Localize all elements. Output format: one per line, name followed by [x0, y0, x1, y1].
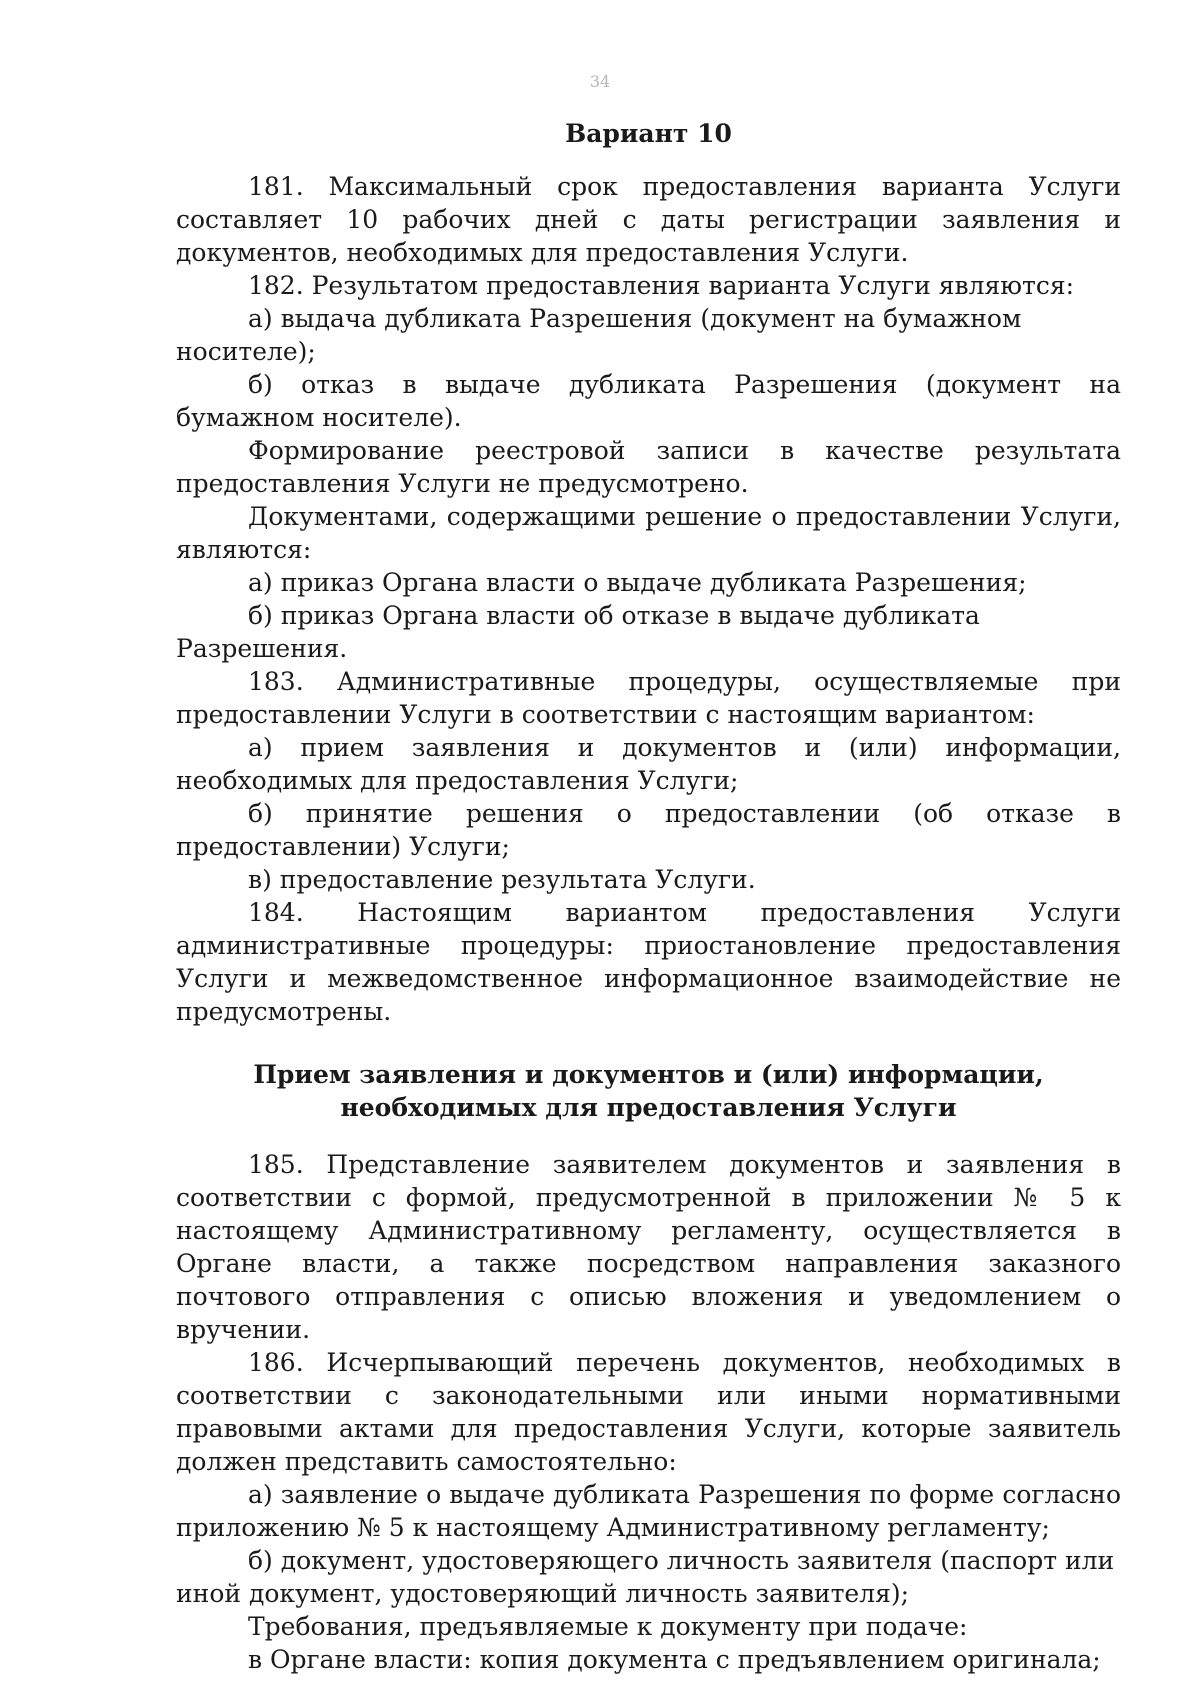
variant-title: Вариант 10 [565, 119, 732, 148]
list-item-decision-b: б) приказ Органа власти об отказе в выдаче дубликата Разрешения. [176, 601, 980, 663]
list-item-182b: б) отказ в выдаче дубликата Разрешения (документ на бумажном носителе). [176, 370, 1121, 432]
paragraph-181: 181. Максимальный срок предоставления варианта Услуги составляет 10 рабочих дней с даты регистрации заявления и документов, необходимых для предоставления Услуги. [176, 172, 1121, 267]
list-item-182a: а) выдача дубликата Разрешения (документ на бумажном носителе); [176, 304, 1022, 366]
list-item-183c: в) предоставление результата Услуги. [248, 865, 756, 894]
list-item-186b: б) документ, удостоверяющего личность заявителя (паспорт или иной документ, удостоверяющий личность заявителя); [176, 1546, 1115, 1608]
paragraph-184: 184. Настоящим вариантом предоставления Услуги административные процедуры: приостановление предоставления Услуги и межведомственное информационное взаимодействие не предусмотрены. [176, 898, 1121, 1026]
paragraph-authority-copy: в Органе власти: копия документа с предъявлением оригинала; [248, 1645, 1101, 1674]
paragraph-186: 186. Исчерпывающий перечень документов, необходимых в соответствии с законодательными или иными нормативными правовыми актами для предоставления Услуги, которые заявитель должен представить самостоятельно: [176, 1348, 1121, 1476]
list-item-decision-a: а) приказ Органа власти о выдаче дубликата Разрешения; [248, 568, 1027, 597]
paragraph-decision-documents: Документами, содержащими решение о предоставлении Услуги, являются: [176, 502, 1121, 564]
section-heading: Прием заявления и документов и (или) информации, необходимых для предоставления Услуги [253, 1060, 1044, 1122]
paragraph-registry-record: Формирование реестровой записи в качестве результата предоставления Услуги не предусмотрено. [176, 436, 1121, 498]
list-item-186a: а) заявление о выдаче дубликата Разрешения по форме согласно приложению № 5 к настоящему Административному регламенту; [176, 1480, 1121, 1542]
page-number: 34 [589, 72, 611, 91]
paragraph-185: 185. Представление заявителем документов и заявления в соответствии с формой, предусмотренной в приложении № 5 к настоящему Административному регламенту, осуществляется в Органе власти, а также посредством направления заказного почтового отправления с описью вложения и уведомлением о вручении. [176, 1150, 1121, 1344]
paragraph-182: 182. Результатом предоставления варианта Услуги являются: [248, 271, 1075, 300]
paragraph-requirements: Требования, предъявляемые к документу при подаче: [248, 1612, 968, 1641]
paragraph-183: 183. Административные процедуры, осуществляемые при предоставлении Услуги в соответствии с настоящим вариантом: [176, 667, 1121, 729]
list-item-183a: а) прием заявления и документов и (или) информации, необходимых для предоставления Услуги; [176, 733, 1121, 795]
list-item-183b: б) принятие решения о предоставлении (об отказе в предоставлении) Услуги; [176, 799, 1121, 861]
document-body [176, 117, 1121, 1676]
